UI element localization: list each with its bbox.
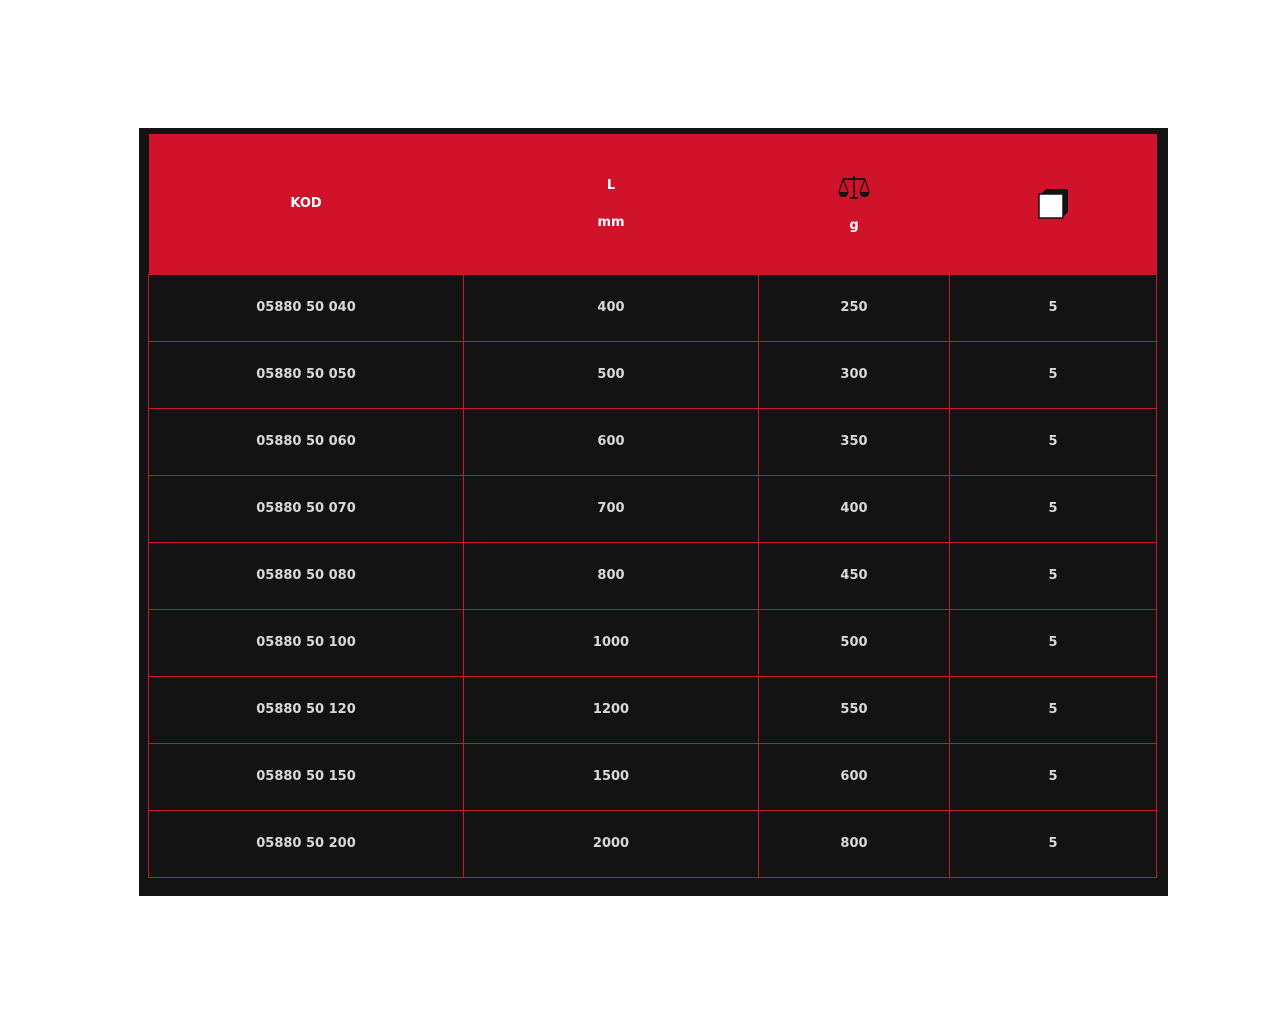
cell-quantity: 5 [950, 743, 1157, 810]
cell-length: 800 [464, 542, 759, 609]
cell-quantity: 5 [950, 274, 1157, 341]
product-spec-panel [139, 128, 1168, 896]
table-row [149, 810, 1157, 877]
cell-kod: 05880 50 070 [149, 475, 464, 542]
cell-length: 400 [464, 274, 759, 341]
cell-kod: 05880 50 100 [149, 609, 464, 676]
header-length-unit: mm [597, 214, 625, 230]
header-length-label: L [606, 177, 616, 193]
cell-kod: 05880 50 120 [149, 676, 464, 743]
table-header [149, 134, 1157, 274]
header-weight [759, 134, 950, 274]
table-row [149, 743, 1157, 810]
cell-quantity: 5 [950, 810, 1157, 877]
cell-kod: 05880 50 060 [149, 408, 464, 475]
cell-quantity: 5 [950, 475, 1157, 542]
table-row [149, 274, 1157, 341]
cell-weight: 550 [759, 676, 950, 743]
cell-kod: 05880 50 200 [149, 810, 464, 877]
cell-length: 500 [464, 341, 759, 408]
header-package [950, 134, 1157, 274]
cell-weight: 300 [759, 341, 950, 408]
cell-kod: 05880 50 040 [149, 274, 464, 341]
cell-weight: 350 [759, 408, 950, 475]
cell-weight: 800 [759, 810, 950, 877]
cell-length: 600 [464, 408, 759, 475]
cell-length: 1200 [464, 676, 759, 743]
cell-weight: 450 [759, 542, 950, 609]
table-row [149, 609, 1157, 676]
cell-length: 1000 [464, 609, 759, 676]
cell-length: 2000 [464, 810, 759, 877]
cell-length: 700 [464, 475, 759, 542]
cell-quantity: 5 [950, 609, 1157, 676]
cell-kod: 05880 50 080 [149, 542, 464, 609]
table-body [149, 274, 1157, 877]
table-row [149, 475, 1157, 542]
scale-icon [838, 174, 870, 200]
cell-length: 1500 [464, 743, 759, 810]
box-icon [1037, 188, 1069, 220]
cell-weight: 500 [759, 609, 950, 676]
cell-weight: 600 [759, 743, 950, 810]
table-row [149, 341, 1157, 408]
header-kod: KOD [290, 196, 322, 212]
table-row [149, 408, 1157, 475]
cell-kod: 05880 50 150 [149, 743, 464, 810]
table-row [149, 542, 1157, 609]
table-row [149, 676, 1157, 743]
header-weight-unit: g [849, 218, 859, 234]
header-row [149, 134, 1157, 274]
cell-weight: 250 [759, 274, 950, 341]
cell-weight: 400 [759, 475, 950, 542]
cell-quantity: 5 [950, 676, 1157, 743]
product-spec-table [148, 134, 1157, 878]
header-length [464, 134, 759, 274]
cell-quantity: 5 [950, 341, 1157, 408]
cell-quantity: 5 [950, 542, 1157, 609]
cell-quantity: 5 [950, 408, 1157, 475]
cell-kod: 05880 50 050 [149, 341, 464, 408]
